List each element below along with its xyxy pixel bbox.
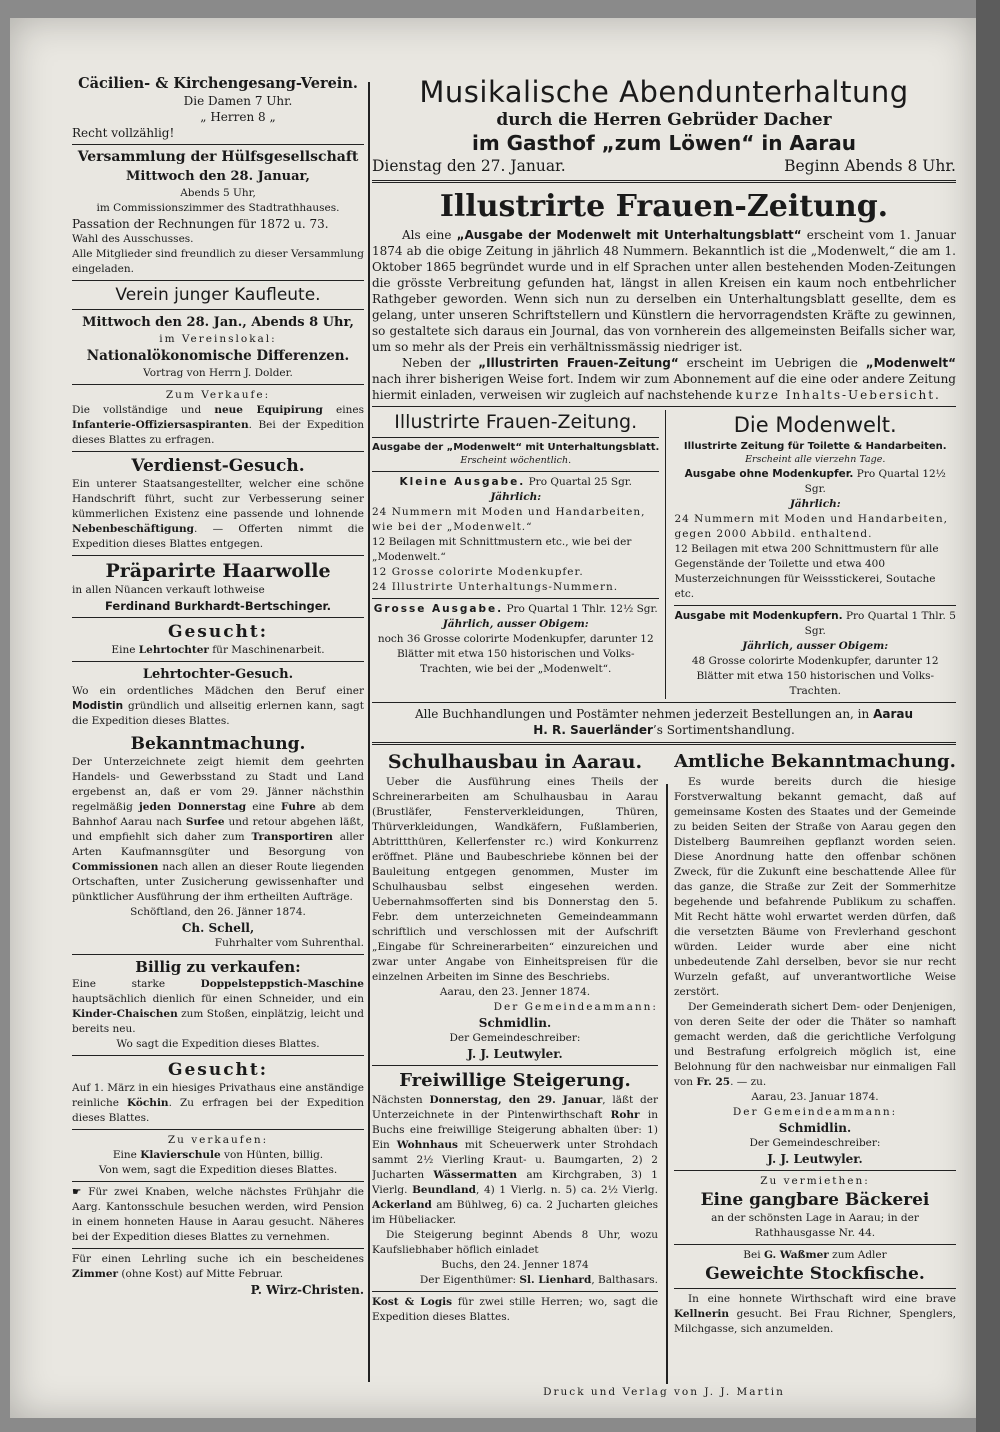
list-item: 24 Nummern mit Moden und Handarbeiten, gegen 2000 Abbild. enthaltend.	[674, 513, 948, 540]
divider	[372, 702, 956, 703]
frauen-p1-b: „Ausgabe der Modenwelt mit Unterhaltungsblatt“	[456, 228, 802, 242]
divider	[372, 598, 659, 599]
schulhaus-name2: J. J. Leutwyler.	[467, 1047, 563, 1061]
divider	[674, 1170, 956, 1171]
lehrtochter-title: Lehrtochter-Gesuch.	[142, 667, 294, 682]
stockfische-ad	[674, 1248, 956, 1285]
huelfs-place: im Commissionszimmer des Stadtrathhauses.	[96, 202, 340, 214]
divider	[72, 617, 364, 618]
kellnerin-text-b: Kellnerin	[673, 1308, 729, 1320]
stockfische-line-b: G. Waßmer	[763, 1249, 829, 1261]
stockfische-line-a: Bei	[743, 1249, 764, 1261]
divider	[72, 280, 364, 281]
steigerung-text-g: mit Scheuerwerk unter Strohdach sammt 2½ Vierling Kraut- u. Baumgarten, 2) 2 Jucharten	[372, 1139, 658, 1181]
sub1-desc: Ausgabe der „Modenwelt“ mit Unterhaltungsblatt.	[372, 442, 660, 453]
sub2-big-head: Ausgabe mit Modenkupfern.	[674, 610, 843, 622]
huelfs-item1: Passation der Rechnungen für 1872 u. 73.	[72, 217, 329, 231]
amtlich-text-b: Der Gemeinderath sichert Dem- oder Denjenigen, von deren Seite der oder die Thäter so namhaft gemacht werden, daß die gerichtliche Verfolgung und Bestrafung erfolgreich möglich ist, eine Belohnung für den nachweisbar nur einmaligen Fall von	[673, 1001, 956, 1088]
verkaufe1-text-c: eines	[322, 404, 364, 416]
stockfische-line-c: zum Adler	[828, 1249, 887, 1261]
verkaufe1-text-d: Infanterie-Offiziersaspiranten	[72, 419, 249, 431]
huelfs-title: Versammlung der Hülfsgesellschaft	[77, 149, 359, 165]
billig-text-b: Doppelsteppstich-Maschine	[200, 978, 364, 990]
divider	[372, 471, 659, 472]
kaufleute-topic: Nationalökonomische Differenzen.	[86, 348, 350, 364]
lehrtochter-ad	[72, 665, 364, 729]
gesucht1-ad	[72, 621, 364, 658]
verdienst-text-c: . — Offerten nimmt die Expedition dieses Blattes entgegen.	[72, 523, 364, 550]
bekannt-text-d: Fuhre	[281, 801, 316, 813]
frauen-p1-a: Als eine	[402, 228, 457, 242]
bekannt-text-h: Transportiren	[251, 831, 333, 843]
verkaufen2-text-b: Klavierschule	[140, 1149, 221, 1161]
lehrling-name: P. Wirz-Christen.	[250, 1283, 364, 1297]
verkaufe1-text-b: neue Equipirung	[214, 404, 323, 416]
frauen-p2-b: „Illustrirten Frauen-Zeitung“	[478, 356, 679, 370]
sub2-big-price: Pro Quartal 1 Thlr. 5 Sgr.	[804, 610, 956, 637]
bekannt-text-i: aller Arten Kaufmannsgüter und Besorgung von	[72, 831, 364, 858]
divider	[372, 1291, 658, 1292]
amtlich-role1: Der Gemeindeammann:	[732, 1106, 898, 1118]
vermiethen-ad	[674, 1174, 956, 1241]
steigerung-text-c: , läßt der Unterzeichnete in der Pintenwirthschaft	[372, 1094, 658, 1121]
verkaufen2-text-d: Von wem, sagt die Expedition dieses Blattes.	[98, 1164, 338, 1176]
sub1-big-extra: Jährlich, ausser Obigem:	[442, 618, 589, 630]
steigerung-owner-c: , Balthasars.	[591, 1274, 658, 1286]
huelfs-date: Mittwoch den 28. Januar,	[126, 169, 310, 184]
sub1-small-head: Kleine Ausgabe.	[399, 476, 526, 488]
lehrling-text-b: Zimmer	[72, 1268, 119, 1280]
schulhaus-text: Ueber die Ausführung eines Theils der Schreinerarbeiten am Schulhausbau in Aarau (Brustläfer, Fensterverkleidungen, Thüren, Thürverkleidungen, Wandkäfern, Fußlamberien, Abtrittthüren, Kellerfenster rc.) wird Konkurrenz eröffnet. Pläne und Baubeschriebe können bei der Bauleitung entgegen genommen, Muster im Schulhausbau selbst eingesehen werden. Uebernahmsofferten sind bis Donnerstag den 5. Febr. dem unterzeichneten Gemeindeammann schriftlich und verschlossen mit der Aufschrift „Eingabe für Schreinerarbeiten“ einzureichen und zwar unter Angabe von Einheitspreisen für die einzelnen Arbeiten im Sinne des Beschriebs.	[372, 776, 658, 983]
amtlich-text-d: . — zu.	[730, 1076, 767, 1088]
sub1-small-price: Pro Quartal 25 Sgr.	[528, 476, 632, 488]
verdienst-title: Verdienst-Gesuch.	[131, 456, 305, 476]
bekannt-text-b: jeden Donnerstag	[139, 801, 247, 813]
steigerung-owner-b: Sl. Lienhard	[519, 1274, 592, 1286]
verdienst-text-a: Ein unterer Staatsangestellter, welcher eine schöne Handschrift führt, sucht zur Verbesserung seiner kümmerlichen Existenz eine passende und lohnende	[72, 478, 364, 520]
list-item: 12 Grosse colorirte Modenkupfer.	[372, 566, 584, 578]
steigerung-ad	[372, 1069, 658, 1288]
gesucht2-ad	[72, 1059, 364, 1126]
haarwolle-line1: in allen Nüancen verkauft lothweise	[72, 584, 265, 596]
frauen-zeitung-ad	[372, 187, 956, 738]
schulhaus-name1: Schmidlin.	[478, 1016, 552, 1030]
scan-edge	[976, 0, 1000, 1432]
steigerung-text-h: Wässermatten	[433, 1169, 518, 1181]
gesucht1-text-a: Eine	[111, 644, 139, 656]
gesucht1-text-c: für Maschinenarbeit.	[208, 644, 325, 656]
billig-text-f: Wo sagt die Expedition dieses Blattes.	[116, 1038, 320, 1050]
musik-date: Dienstag den 27. Januar.	[372, 157, 566, 175]
frauen-closing-a: Alle Buchhandlungen und Postämter nehmen jederzeit Bestellungen an, in	[414, 707, 874, 721]
gesucht2-title: Gesucht:	[167, 1060, 269, 1080]
kellnerin-text-c: gesucht. Bei Frau Richner, Spenglers, Milchgasse, sich anzumelden.	[673, 1308, 956, 1335]
huelfs-item2: Wahl des Ausschusses.	[72, 233, 194, 245]
schulhaus-ad	[372, 749, 658, 1062]
schulhaus-date: Aarau, den 23. Jenner 1874.	[439, 986, 591, 998]
billig-text-a: Eine starke	[72, 978, 201, 990]
knaben-ad	[72, 1185, 364, 1245]
kaufleute-place: im Vereinslokal:	[159, 333, 277, 345]
schulhaus-role1: Der Gemeindeammann:	[493, 1001, 658, 1013]
divider	[72, 451, 364, 452]
kost-text-a: Kost & Logis	[372, 1296, 453, 1308]
sub1-freq: Erscheint wöchentlich.	[460, 455, 572, 466]
haarwolle-line2: Ferdinand Burkhardt-Bertschinger.	[105, 599, 331, 613]
gesucht1-title: Gesucht:	[167, 622, 269, 642]
kost-ad	[372, 1295, 658, 1325]
knaben-text: ☛ Für zwei Knaben, welche nächstes Frühjahr die Aarg. Kantonsschule besuchen werden, wird Pension in einem honneten Hause in Aarau gesucht. Näheres bei der Expedition dieses Blattes zu vernehmen.	[72, 1186, 364, 1243]
sub1-item-list	[372, 505, 659, 595]
caecilien-line2: „ Herren 8 „	[200, 110, 276, 124]
bekannt-text-e: ab dem Bahnhof Aarau nach	[72, 801, 364, 828]
gesucht2-text-c: . Zu erfragen bei der Expedition dieses Blattes.	[72, 1097, 364, 1124]
sub-frauen-zeitung	[372, 410, 666, 699]
left-column	[72, 74, 364, 1390]
caecilien-line3: Recht vollzählig!	[72, 126, 175, 140]
frauen-subcolumns	[372, 410, 956, 699]
stockfische-title: Geweichte Stockfische.	[705, 1264, 925, 1284]
lehrtochter-text-a: Wo ein ordentliches Mädchen den Beruf einer	[72, 685, 364, 697]
lower-left-ads	[372, 749, 666, 1337]
lower-right-ads	[666, 749, 956, 1337]
divider	[72, 661, 364, 662]
musik-line1: durch die Herren Gebrüder Dacher	[496, 110, 832, 130]
steigerung-text-l: Ackerland	[372, 1199, 432, 1211]
kaufleute-ad	[72, 284, 364, 381]
lehrling-text-c: (ohne Kost) auf Mitte Februar.	[118, 1268, 284, 1280]
divider	[72, 144, 364, 145]
steigerung-title: Freiwillige Steigerung.	[399, 1070, 631, 1091]
bekannt-text-c: eine	[246, 801, 281, 813]
kost-text-b: für zwei stille Herren; wo, sagt die Expedition dieses Blattes.	[372, 1296, 658, 1323]
verkaufen2-text-c: von Hünten, billig.	[220, 1149, 324, 1161]
divider	[72, 1055, 364, 1056]
kaufleute-speaker: Vortrag von Herrn J. Dolder.	[143, 367, 293, 379]
sub2-item-list	[674, 512, 956, 602]
kellnerin-ad	[674, 1292, 956, 1337]
divider	[372, 406, 956, 407]
huelfs-text: Alle Mitglieder sind freundlich zu dieser Versammlung eingeladen.	[72, 248, 364, 275]
sub2-freq: Erscheint alle vierzehn Tage.	[745, 454, 886, 465]
gesucht2-text-a: Auf 1. März in ein hiesiges Privathaus eine anständige reinliche	[72, 1082, 364, 1109]
sub2-jaehrlich: Jährlich:	[789, 498, 841, 510]
verkaufe1-text-e: . Bei der Expedition dieses Blattes zu erfragen.	[72, 419, 364, 446]
frauen-closing-c: H. R. Sauerländer	[533, 723, 653, 737]
steigerung-text-d: Rohr	[610, 1109, 640, 1121]
frauen-p1-c: erscheint vom 1. Januar 1874 ab die obige Zeitung in jährlich 48 Nummern. Bekanntlich ist die „Modenwelt,“ die am 1. Oktober 1865 begründet wurde und in elf Sprachen unter allen bestehenden Moden-Zeitungen die grösste Verbreitung gefunden hat, längst in allen Kreisen ein kaum noch entbehrlicher Rathgeber geworden. Wenn sich nun zu derselben ein Unterhaltungsblatt gesellte, dem es gelang, unter unseren Schriftstellern und Künstlern die hervorragendsten Kräfte zu gewinnen, so gestaltete sich daraus ein Journal, das von vornherein des allgemeinsten Beifalls sicher war, um so mehr als der Preis ein verhältnissmässig niedriger ist.	[372, 228, 956, 354]
kellnerin-text-a: In eine honnete Wirthschaft wird eine brave	[687, 1293, 956, 1305]
lehrtochter-text-c: gründlich und allseitig erlernen kann, sagt die Expedition dieses Blattes.	[72, 700, 364, 727]
bekannt-text-j: Commissionen	[72, 861, 159, 873]
amtlich-ad	[674, 749, 956, 1167]
steigerung-text-k: , 4) 1 Vierlg. n. 5) ca. 2½ Vierlg.	[476, 1184, 658, 1196]
billig-ad	[72, 958, 364, 1052]
steigerung-text-i: am Kirchgraben, 3) 1 Vierlg.	[372, 1169, 658, 1196]
steigerung-text-e: in Buchs eine freiwillige Steigerung abhalten über: 1) Ein	[372, 1109, 658, 1151]
gesucht1-text-b: Lehrtochter	[138, 644, 209, 656]
kaufleute-date: Mittwoch den 28. Jan., Abends 8 Uhr,	[82, 315, 354, 330]
verkaufen2-text-a: Eine	[112, 1149, 141, 1161]
steigerung-text-m: am Bühlweg, 6) ca. 2 Jucharten gleiches im Hübeliacker.	[372, 1199, 658, 1226]
frauen-p2-a: Neben der	[402, 356, 479, 370]
verdienst-ad	[72, 455, 364, 552]
amtlich-date: Aarau, 23. Januar 1874.	[751, 1091, 879, 1103]
divider	[372, 1065, 658, 1066]
amtlich-name1: Schmidlin.	[778, 1121, 852, 1135]
sub2-big-text: 48 Grosse colorirte Modenkupfer, darunter 12 Blätter mit etwa 150 historischen und Volks-Trachten.	[691, 655, 939, 697]
frauen-p2-e: nach ihrer bisherigen Weise fort. Indem wir zum Abonnement auf die eine oder andere Zeitung hiermit einladen, verweisen wir zugleich auf nachstehende	[372, 372, 956, 402]
verkaufe1-text-a: Die vollständige und	[72, 404, 215, 416]
bekannt-role: Fuhrhalter vom Suhrenthal.	[214, 937, 364, 949]
steigerung-text-b: Donnerstag, den 29. Januar	[429, 1094, 603, 1106]
sub2-small-price: Pro Quartal 12½ Sgr.	[804, 468, 946, 495]
musik-ad	[372, 74, 956, 176]
billig-text-c: hauptsächlich dienlich für einen Schneider, und ein	[72, 993, 364, 1005]
divider	[72, 309, 364, 310]
amtlich-text-a: Es wurde bereits durch die hiesige Forstverwaltung bekannt gemacht, daß auf gemeinsame Kosten des Staates und der Gemeinde zu beiden Seiten der Straße von Aarau gegen den Distelberg Baumreihen gepflanzt worden seien. Diese Anordnung hatte den offenbar schönen Zweck, für die Zukunft eine beschattende Allee für das ganze, die Straße zur Zeit der Sommerhitze begehende und befahrende Publikum zu schaffen. Mit Recht hätte wohl erwartet werden dürfen, daß die versetzten Bäume von Frevlerhand geschont würden. Leider wurde aber eine nicht unbedeutende Zahl derselben, bevor sie nur recht Wurzeln gefaßt, auf unverantwortliche Weise zerstört.	[673, 776, 956, 998]
amtlich-title: Amtliche Bekanntmachung.	[674, 751, 956, 772]
frauen-title: Illustrirte Frauen-Zeitung.	[439, 189, 889, 224]
sub1-big-text: noch 36 Grosse colorirte Modenkupfer, darunter 12 Blätter mit etwa 150 historischen und Volks-Trachten, wie bei der „Modenwelt“.	[377, 633, 654, 675]
billig-text-d: Kinder-Chaischen	[72, 1008, 178, 1020]
gesucht2-text-b: Köchin	[127, 1097, 169, 1109]
steigerung-date: Buchs, den 24. Jenner 1874	[441, 1259, 589, 1271]
list-item: 12 Beilagen mit Schnittmustern etc., wie bei der „Modenwelt.“	[372, 536, 632, 563]
frauen-p2-d: „Modenwelt“	[865, 356, 956, 370]
list-item: 24 Nummern mit Moden und Handarbeiten, wie bei der „Modenwelt.“	[372, 506, 646, 533]
verkaufe1-ad	[72, 388, 364, 448]
divider	[372, 437, 659, 438]
vermiethen-text: an der schönsten Lage in Aarau; in der Rathhausgasse Nr. 44.	[711, 1212, 919, 1239]
caecilien-title: Cäcilien- & Kirchengesang-Verein.	[78, 75, 358, 92]
printer-imprint: Druck und Verlag von J. J. Martin	[543, 1386, 785, 1398]
divider	[674, 1288, 956, 1289]
lower-ads	[372, 749, 956, 1337]
sub2-big-extra: Jährlich, ausser Obigem:	[742, 640, 889, 652]
verdienst-text-b: Nebenbeschäftigung	[72, 523, 195, 535]
bekannt-text-f: Surfee	[185, 816, 225, 828]
divider	[72, 555, 364, 556]
sub2-title: Die Modenwelt.	[733, 413, 897, 437]
steigerung-text-n: Die Steigerung beginnt Abends 8 Uhr, wozu Kaufsliebhaber höflich einladet	[372, 1229, 658, 1256]
lehrling-ad	[72, 1252, 364, 1298]
verkaufe1-title: Zum Verkaufe:	[165, 389, 271, 401]
sub2-small-head: Ausgabe ohne Modenkupfer.	[684, 468, 854, 480]
frauen-closing-b: Aarau	[873, 707, 914, 721]
vermiethen-title: Zu vermiethen:	[760, 1175, 870, 1187]
bekannt-name: Ch. Schell,	[181, 921, 255, 935]
bekannt-title: Bekanntmachung.	[130, 734, 306, 754]
vermiethen-head: Eine gangbare Bäckerei	[700, 1190, 930, 1210]
frauen-p2-c: erscheint im Uebrigen die	[678, 356, 866, 370]
schulhaus-role2: Der Gemeindeschreiber:	[449, 1032, 581, 1044]
amtlich-role2: Der Gemeindeschreiber:	[749, 1137, 881, 1149]
lehrtochter-text-b: Modistin	[72, 700, 124, 712]
verkaufen2-ad	[72, 1133, 364, 1178]
amtlich-text-c: Fr. 25	[696, 1076, 731, 1088]
bekannt-text-k: nach allen an dieser Route liegenden Ortschaften, unter Zusicherung gewissenhafter und pünktlicher Ausführung der ihm ertheilten Aufträge.	[72, 861, 364, 903]
steigerung-owner-a: Der Eigenthümer:	[419, 1274, 520, 1286]
divider	[72, 1129, 364, 1130]
sub1-jaehrlich: Jährlich:	[490, 491, 542, 503]
divider	[372, 180, 956, 183]
bekannt-ad	[72, 733, 364, 951]
huelfs-time: Abends 5 Uhr,	[180, 187, 256, 199]
huelfs-ad	[72, 148, 364, 277]
billig-title: Billig zu verkaufen:	[135, 958, 301, 976]
haarwolle-title: Präparirte Haarwolle	[105, 560, 331, 582]
frauen-p2-f: kurze Inhalts-Uebersicht.	[735, 388, 941, 402]
column-divider	[368, 82, 370, 1382]
divider	[372, 742, 956, 745]
kaufleute-title: Verein junger Kaufleute.	[115, 285, 321, 305]
haarwolle-ad	[72, 559, 364, 614]
divider	[72, 954, 364, 955]
divider	[674, 1244, 956, 1245]
divider	[72, 1181, 364, 1182]
sub1-big-head: Grosse Ausgabe.	[373, 603, 504, 615]
caecilien-ad	[72, 74, 364, 141]
steigerung-text-f: Wohnhaus	[396, 1139, 458, 1151]
musik-time: Beginn Abends 8 Uhr.	[784, 157, 956, 175]
steigerung-text-a: Nächsten	[372, 1094, 430, 1106]
list-item: 12 Beilagen mit etwa 200 Schnittmustern für alle Gegenstände der Toilette und etwa 400 Musterzeichnungen für Weissstickerei, Soutache etc.	[674, 543, 939, 600]
divider	[72, 384, 364, 385]
schulhaus-title: Schulhausbau in Aarau.	[387, 751, 643, 773]
frauen-closing-d: ’s Sortimentshandlung.	[652, 723, 795, 737]
sub2-desc: Illustrirte Zeitung für Toilette & Handarbeiten.	[683, 441, 947, 452]
musik-title: Musikalische Abendunterhaltung	[419, 75, 909, 109]
steigerung-text-j: Beundland	[412, 1184, 476, 1196]
sub-modenwelt	[666, 410, 956, 699]
sub1-title: Illustrirte Frauen-Zeitung.	[394, 411, 638, 433]
bekannt-text-g: und retour abgehen läßt, und empfiehlt sich daher zum	[72, 816, 364, 843]
list-item: 24 Illustrirte Unterhaltungs-Nummern.	[372, 581, 619, 593]
billig-text-e: zum Stoßen, einplätzig, leicht und bereits neu.	[72, 1008, 364, 1035]
right-column	[372, 74, 956, 1390]
divider	[674, 605, 956, 606]
lehrling-text-a: Für einen Lehrling suche ich ein bescheidenes	[72, 1253, 364, 1265]
sub1-big-price: Pro Quartal 1 Thlr. 12½ Sgr.	[506, 603, 658, 615]
bekannt-place: Schöftland, den 26. Jänner 1874.	[130, 906, 306, 918]
divider	[72, 1248, 364, 1249]
musik-line2: im Gasthof „zum Löwen“ in Aarau	[471, 131, 856, 155]
verkaufen2-title: Zu verkaufen:	[167, 1134, 269, 1146]
amtlich-name2: J. J. Leutwyler.	[767, 1152, 863, 1166]
caecilien-line1: Die Damen 7 Uhr.	[183, 94, 293, 108]
bekannt-text-a: Der Unterzeichnete zeigt hiemit dem geehrten Handels- und Gewerbsstand zu Stadt und Land ergebenst an, daß er vom 29. Jänner nächsthin regelmäßig	[72, 756, 364, 813]
